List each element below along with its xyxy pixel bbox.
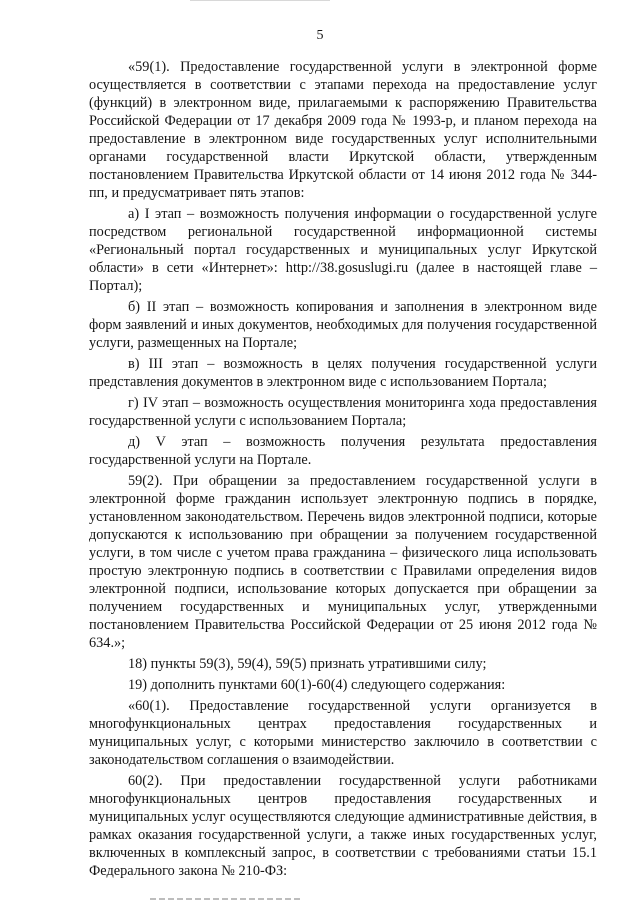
scan-edge-mark-top <box>190 0 330 1</box>
paragraph-stage-4: г) IV этап – возможность осуществления мониторинга хода предоставления государственной услуги с использованием Портала; <box>89 395 597 429</box>
paragraph-stage-2: б) II этап – возможность копирования и заполнения в электронном виде форм заявлений и иных документов, необходимых для получения государственной услуги, размещенных на Портале; <box>89 299 597 351</box>
paragraph-stage-3: в) III этап – возможность в целях получения государственной услуги представления документов в электронном виде с использованием Портала; <box>89 356 597 390</box>
scan-edge-mark-bottom <box>150 898 300 900</box>
page-number: 5 <box>316 28 324 43</box>
paragraph-item-19: 19) дополнить пунктами 60(1)-60(4) следующего содержания: <box>128 677 506 693</box>
paragraph-59-1: «59(1). Предоставление государственной услуги в электронной форме осуществляется в соответствии с этапами перехода на предоставление услуг (функций) в электронном виде, прилагаемыми к распоряжению Правительства Российской Федерации от 17 декабря 2009 года № 1993-р, и планом перехода на предоставление в электронном виде государственных услуг исполнительными органами государственной власти Иркутской области, утвержденным постановлением Правительства Иркутской области от 14 июня 2012 года № 344-пп, и предусматривает пять этапов: <box>89 59 597 201</box>
paragraph-item-18: 18) пункты 59(3), 59(4), 59(5) признать утратившими силу; <box>128 656 487 672</box>
paragraph-59-2: 59(2). При обращении за предоставлением государственной услуги в электронной форме гражданин использует электронную подпись в порядке, установленном законодательством. Перечень видов электронной подписи, которые допускаются к использованию при обращении за получением государственной услуги, в том числе с учетом права гражданина – физического лица использовать простую электронную подпись в соответствии с Правилами определения видов электронной подписи, использование которых допускается при обращении за получением государственных и муниципальных услуг, утвержденными постановлением Правительства Российской Федерации от 25 июня 2012 года № 634.»; <box>89 473 597 651</box>
paragraph-60-2: 60(2). При предоставлении государственной услуги работниками многофункциональных центров предоставления государственных и муниципальных услуг осуществляются следующие административные действия, в рамках оказания государственной услуги, а также иных государственных услуг, включенных в комплексный запрос, в соответствии с требованиями статьи 15.1 Федерального закона № 210-ФЗ: <box>89 773 597 879</box>
paragraph-stage-5: д) V этап – возможность получения результата предоставления государственной услуги на Портале. <box>89 434 597 468</box>
paragraph-60-1: «60(1). Предоставление государственной услуги организуется в многофункциональных центрах предоставления государственных и муниципальных услуг, с которыми министерство заключило в соответствии с законодательством соглашения о взаимодействии. <box>89 698 597 768</box>
document-body <box>89 58 597 880</box>
paragraph-stage-1: а) I этап – возможность получения информации о государственной услуге посредством региональной государственной информационной системы «Региональный портал государственных и муниципальных услуг Иркутской области» в сети «Интернет»: http://38.gosuslugi.ru (далее в настоящей главе – Портал); <box>89 206 597 294</box>
